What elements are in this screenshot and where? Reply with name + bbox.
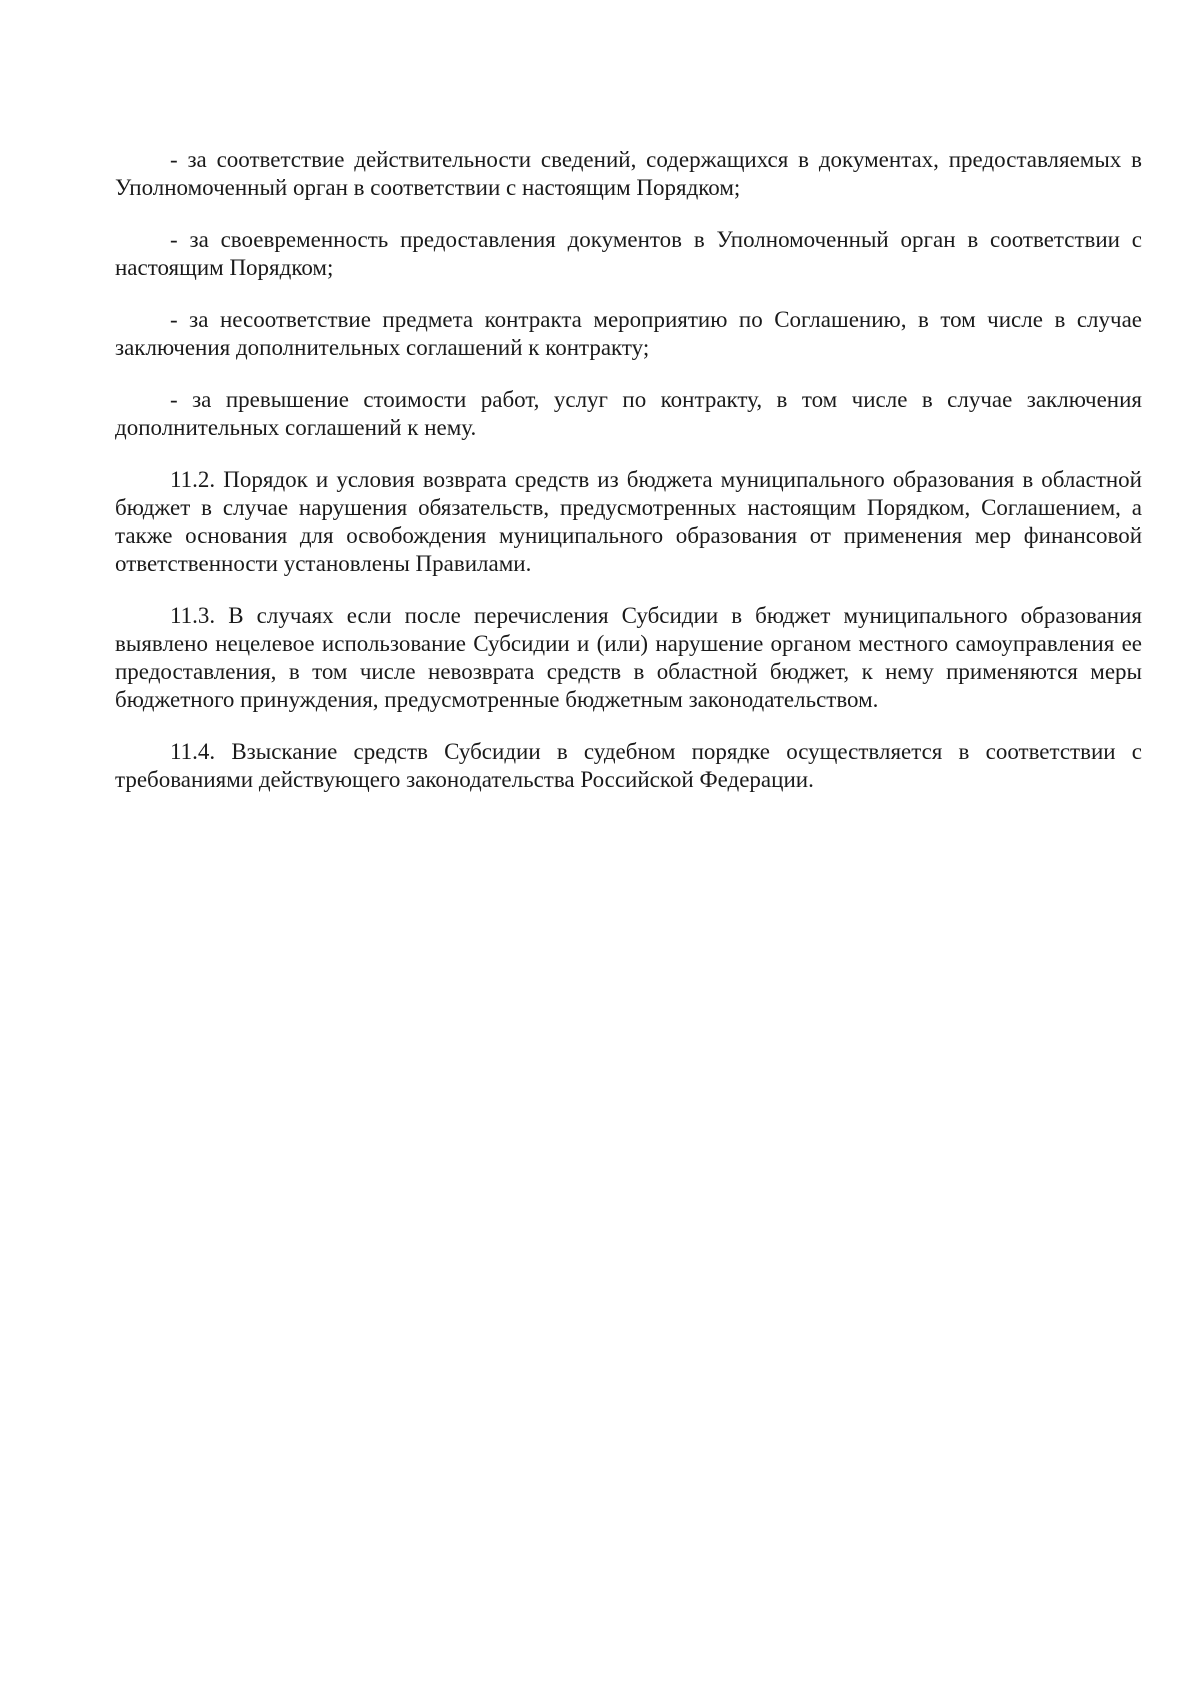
document-page xyxy=(115,146,1142,818)
clause-item-contract-subject: - за несоответствие предмета контракта мероприятию по Соглашению, в том числе в случае заключения дополнительных соглашений к контракту; xyxy=(115,307,1142,360)
clause-11-4: 11.4. Взыскание средств Субсидии в судебном порядке осуществляется в соответствии с требованиями действующего законодательства Российской Федерации. xyxy=(115,739,1142,792)
clause-item-cost-excess: - за превышение стоимости работ, услуг по контракту, в том числе в случае заключения дополнительных соглашений к нему. xyxy=(115,387,1142,440)
clause-item-accuracy: - за соответствие действительности сведений, содержащихся в документах, предоставляемых в Уполномоченный орган в соответствии с настоящим Порядком; xyxy=(115,147,1142,200)
clause-11-2: 11.2. Порядок и условия возврата средств из бюджета муниципального образования в областной бюджет в случае нарушения обязательств, предусмотренных настоящим Порядком, Соглашением, а также основания для освобождения муниципального образования от применения мер финансовой ответственности установлены Правилами. xyxy=(115,467,1142,576)
clause-11-3: 11.3. В случаях если после перечисления Субсидии в бюджет муниципального образования выявлено нецелевое использование Субсидии и (или) нарушение органом местного самоуправления ее предоставления, в том числе невозврата средств в областной бюджет, к нему применяются меры бюджетного принуждения, предусмотренные бюджетным законодательством. xyxy=(115,603,1142,712)
clause-item-timeliness: - за своевременность предоставления документов в Уполномоченный орган в соответствии с настоящим Порядком; xyxy=(115,227,1142,280)
